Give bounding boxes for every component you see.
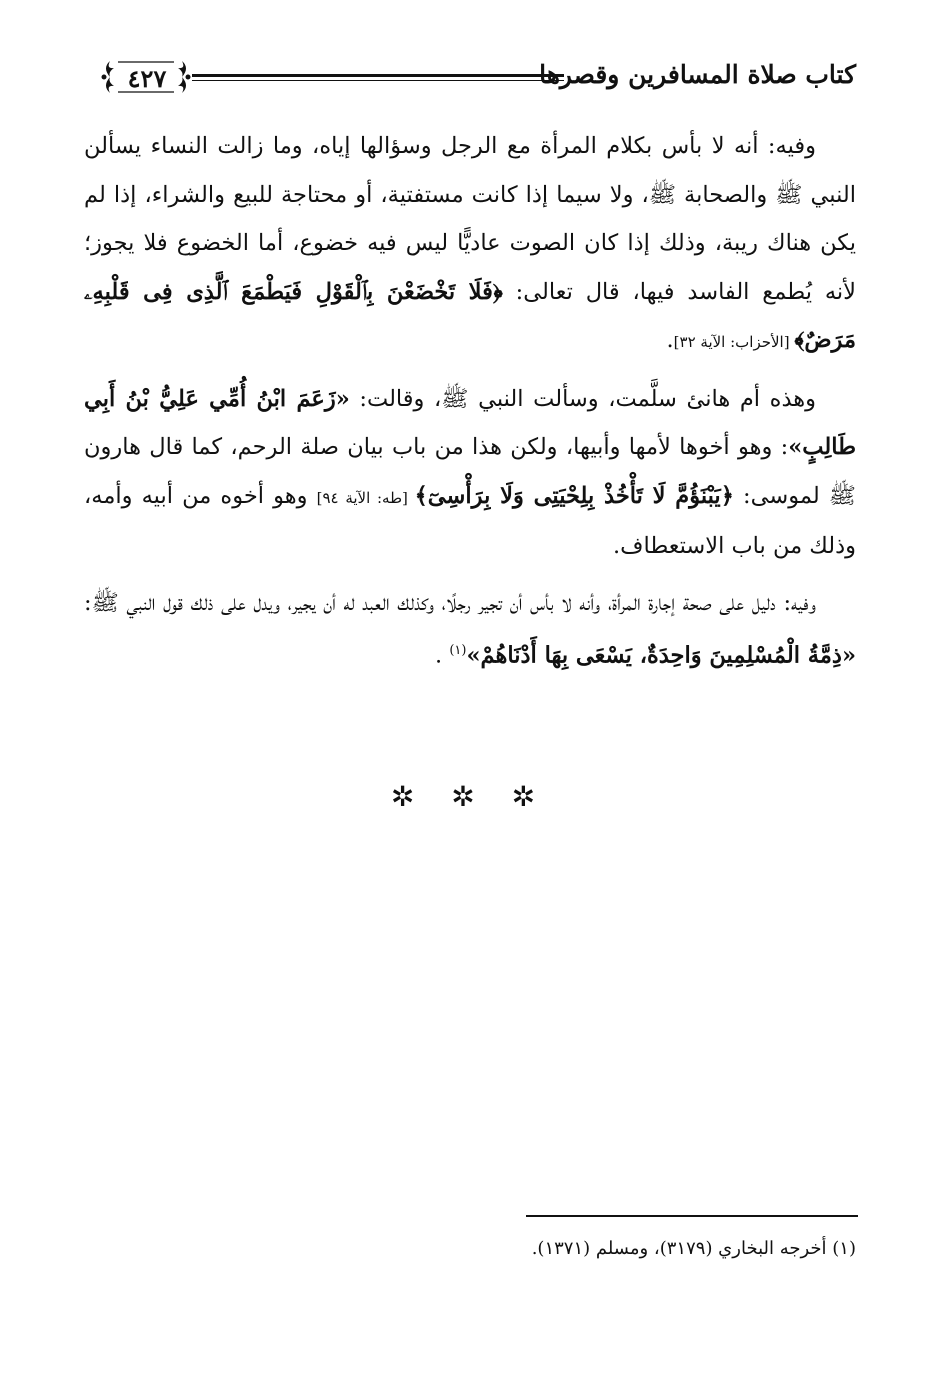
text-run: وهذه أم هانئ سلَّمت، وسألت النبي ﷺ، وقالت:	[349, 385, 816, 412]
text-run: .	[435, 642, 450, 669]
text-run: .	[666, 327, 674, 353]
quoted-text: «زَعَمَ ابْنُ أُمِّي عَلِيُّ بْنُ أَبِي طَالِبٍ»	[84, 385, 856, 460]
paragraph	[84, 122, 856, 367]
text-run: : وهو أخوها لأمها وأبيها، ولكن هذا من باب بيان صلة الرحم، كما قال هارون ﷺ لموسى:	[84, 434, 856, 509]
citation: [الأحزاب: الآية ٣٢]	[673, 333, 795, 351]
citation: [طه: الآية ٩٤]	[316, 488, 415, 507]
header-rule	[192, 74, 564, 81]
body-text	[84, 122, 856, 680]
page-number: ٤٢٧	[127, 64, 167, 93]
section-separator: ✲ ✲ ✲	[390, 780, 550, 813]
text-run: وفيه: دليل على صحة إجارة المرأة، وأنه لا بأس أن تجير رجلًا، وكذلك العبد له أن يجير، ويدل على ذلك قول النبي ﷺ:	[84, 589, 816, 616]
quoted-text: «ذِمَّةُ الْمُسْلِمِينَ وَاحِدَةٌ، يَسْعَى بِهَا أَدْنَاهُمْ»	[466, 642, 856, 669]
paragraph	[84, 375, 856, 571]
quoted-text: ﴿فَلَا تَخْضَعْنَ بِٱلْقَوْلِ فَيَطْمَعَ ٱلَّذِى فِى قَلْبِهِۦ مَرَضٌ﴾	[84, 278, 856, 353]
text-run: وهو أخوه من أبيه وأمه، وذلك من باب الاستعطاف.	[84, 482, 856, 559]
quoted-text: ﴿يَبْنَؤُمَّ لَا تَأْخُذْ بِلِحْيَتِى وَلَا بِرَأْسِىٓ﴾	[414, 482, 734, 509]
text-run: وفيه: أنه لا بأس بكلام المرأة مع الرجل وسؤالها إياه، وما زالت النساء يسألن النبي ﷺ والصحابة ﷺ، ولا سيما إذا كانت مستفتية، أو محتاجة للبيع والشراء، إذا لم يكن هناك ريبة، وذلك إذا كان الصوت عاديًّا ليس فيه خضوع، أما الخضوع فلا يجوز؛ لأنه يُطمع الفاسد فيها، قال تعالى:	[84, 133, 856, 305]
page-number-frame	[98, 56, 194, 98]
footnote: (١) أخرجه البخاري (٣١٧٩)، ومسلم (١٣٧١).	[531, 1238, 856, 1259]
running-title: كتاب صلاة المسافرين وقصرها	[539, 60, 856, 89]
footnote-rule	[526, 1215, 858, 1217]
footnote-marker: (١)	[449, 643, 467, 658]
page-header	[84, 52, 856, 108]
paragraph	[84, 579, 856, 681]
